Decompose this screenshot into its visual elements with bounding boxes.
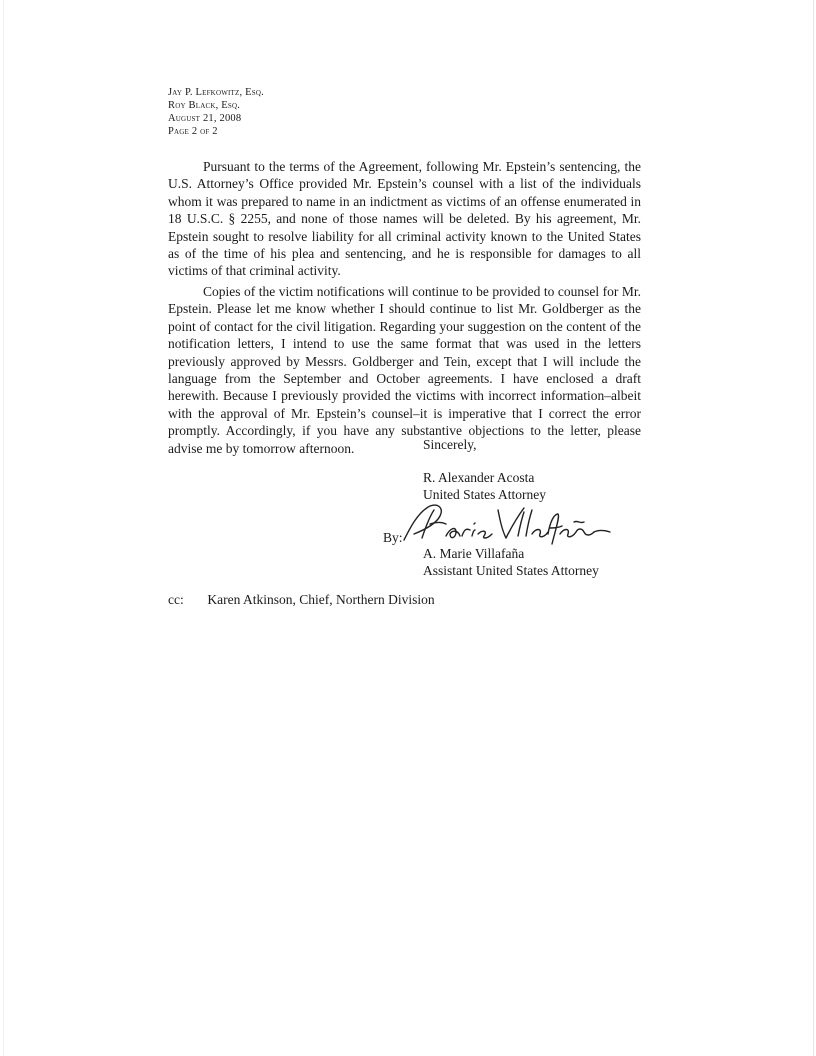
cc-recipient: Karen Atkinson, Chief, Northern Division: [207, 592, 435, 607]
cc-label: cc:: [168, 592, 184, 607]
header-recipient-1: Jay P. Lefkowitz, Esq.: [168, 87, 264, 98]
signer-title: United States Attorney: [423, 487, 546, 503]
by-label: By:: [383, 530, 403, 545]
cc-line: [168, 592, 435, 608]
signer-block: [423, 469, 546, 504]
header-page-number: Page 2 of 2: [168, 126, 218, 137]
scan-edge-right: [813, 0, 814, 1056]
letter-header: [168, 86, 264, 138]
header-recipient-2: Roy Black, Esq.: [168, 100, 241, 111]
body-paragraph-2: [168, 283, 641, 457]
agent-name: A. Marie Villafaña: [423, 546, 525, 561]
header-date: August 21, 2008: [168, 113, 242, 124]
signer-name: R. Alexander Acosta: [423, 470, 535, 485]
closing-salutation: Sincerely,: [423, 437, 477, 452]
paragraph-text: Pursuant to the terms of the Agreement, following Mr. Epstein’s sentencing, the U.S. Attorney’s Office provided Mr. Epstein’s counsel with a list of the individuals whom it was prepared to name in an indictment as victims of an offense enumerated in 18 U.S.C. § 2255, and none of those names will be deleted. By his agreement, Mr. Epstein sought to resolve liability for all criminal activity known to the United States as of the time of his plea and sentencing, and he is responsible for damages to all victims of that criminal activity.: [168, 159, 641, 279]
agent-title: Assistant United States Attorney: [423, 563, 599, 579]
body-paragraph-1: [168, 158, 641, 280]
handwritten-signature: [400, 500, 615, 550]
paragraph-text: Copies of the victim notifications will continue to be provided to counsel for Mr. Epstein. Please let me know whether I should continue to list Mr. Goldberger as the point of contact for the civil litigation. Regarding your suggestion on the content of the notification letters, I intend to use the same format that was used in the letters previously approved by Messrs. Goldberger and Tein, except that I will include the language from the September and October agreements. I have enclosed a draft herewith. Because I previously provided the victims with incorrect information–albeit with the approval of Mr. Epstein’s counsel–it is imperative that I correct the error promptly. Accordingly, if you have any substantive objections to the letter, please advise me by tomorrow afternoon.: [168, 284, 641, 456]
agent-block: [423, 545, 599, 580]
scan-edge-left: [3, 0, 4, 1056]
